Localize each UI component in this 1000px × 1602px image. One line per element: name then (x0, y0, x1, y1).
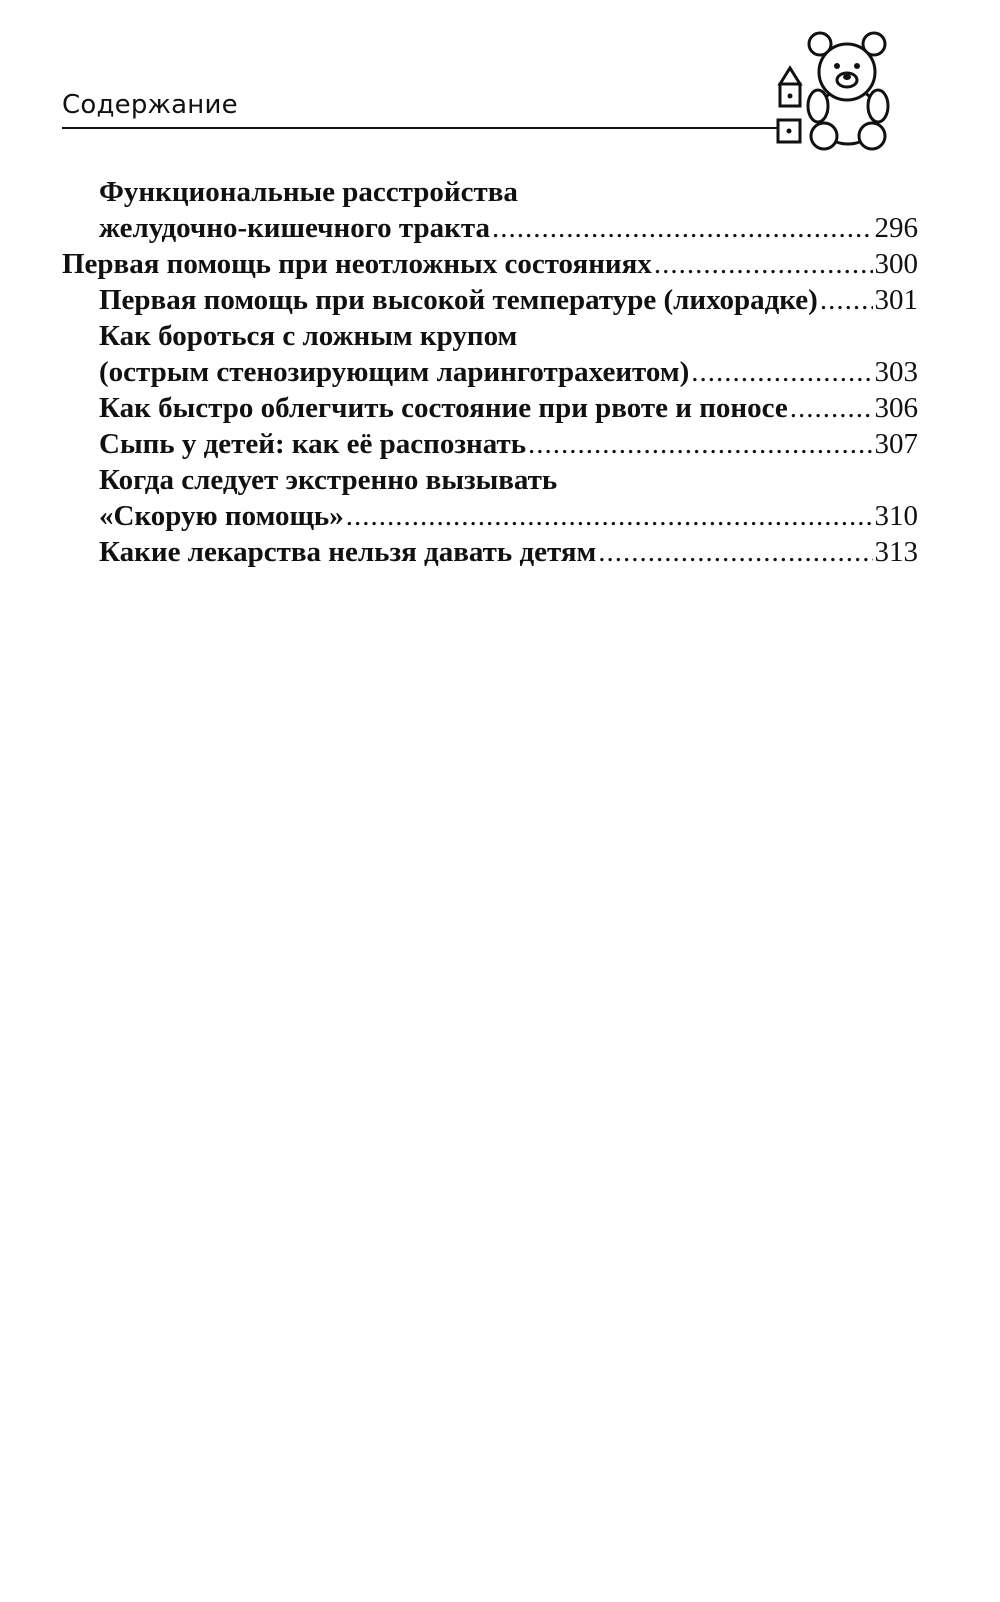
toc-entry[interactable] (99, 462, 918, 534)
toc-entry-title-line: Первая помощь при высокой температуре (лихорадке) (99, 284, 818, 316)
table-of-contents (62, 174, 918, 570)
toc-entry[interactable] (99, 534, 918, 570)
toc-entry-title-line: (острым стенозирующим ларинготрахеитом) (99, 356, 690, 388)
dot-leader (598, 534, 872, 570)
toc-entry-title-line: Как быстро облегчить состояние при рвоте и поносе (99, 392, 788, 424)
toc-entry-title-line: желудочно-кишечного тракта (99, 212, 490, 244)
dot-leader (691, 354, 872, 390)
toc-entry-title-line: Какие лекарства нельзя давать детям (99, 536, 597, 568)
toc-entry[interactable] (62, 246, 918, 282)
dot-leader (492, 210, 873, 246)
toc-entry-title-line: Первая помощь при неотложных состояниях (62, 248, 652, 280)
toc-page-number: 313 (874, 536, 918, 568)
dot-leader (528, 426, 872, 462)
toc-entry-title-line: Как бороться с ложным крупом (99, 320, 518, 352)
toc-entry-title-line: Когда следует экстренно вызывать (99, 464, 558, 496)
toc-page-number: 306 (874, 392, 918, 424)
toc-entry-title-line: Сыпь у детей: как её распознать (99, 428, 527, 460)
toc-page-number: 301 (874, 284, 918, 316)
toc-entry[interactable] (99, 174, 918, 246)
toc-page-number: 307 (874, 428, 918, 460)
teddy-bear-blocks-icon (776, 24, 916, 154)
dot-leader (820, 282, 873, 318)
toc-page-number: 303 (874, 356, 918, 388)
toc-entry[interactable] (99, 426, 918, 462)
dot-leader (654, 246, 873, 282)
dot-leader (346, 498, 873, 534)
toc-page-number: 300 (874, 248, 918, 280)
toc-entry-title-line: «Скорую помощь» (99, 500, 344, 532)
toc-entry[interactable] (99, 390, 918, 426)
running-header (62, 90, 782, 130)
toc-page-number: 310 (874, 500, 918, 532)
toc-page-number: 296 (874, 212, 918, 244)
header-rule (62, 127, 782, 129)
toc-entry[interactable] (99, 318, 918, 390)
toc-entry-title-line: Функциональные расстройства (99, 176, 518, 208)
toc-entry[interactable] (99, 282, 918, 318)
header-title: Содержание (62, 90, 238, 120)
dot-leader (790, 390, 873, 426)
